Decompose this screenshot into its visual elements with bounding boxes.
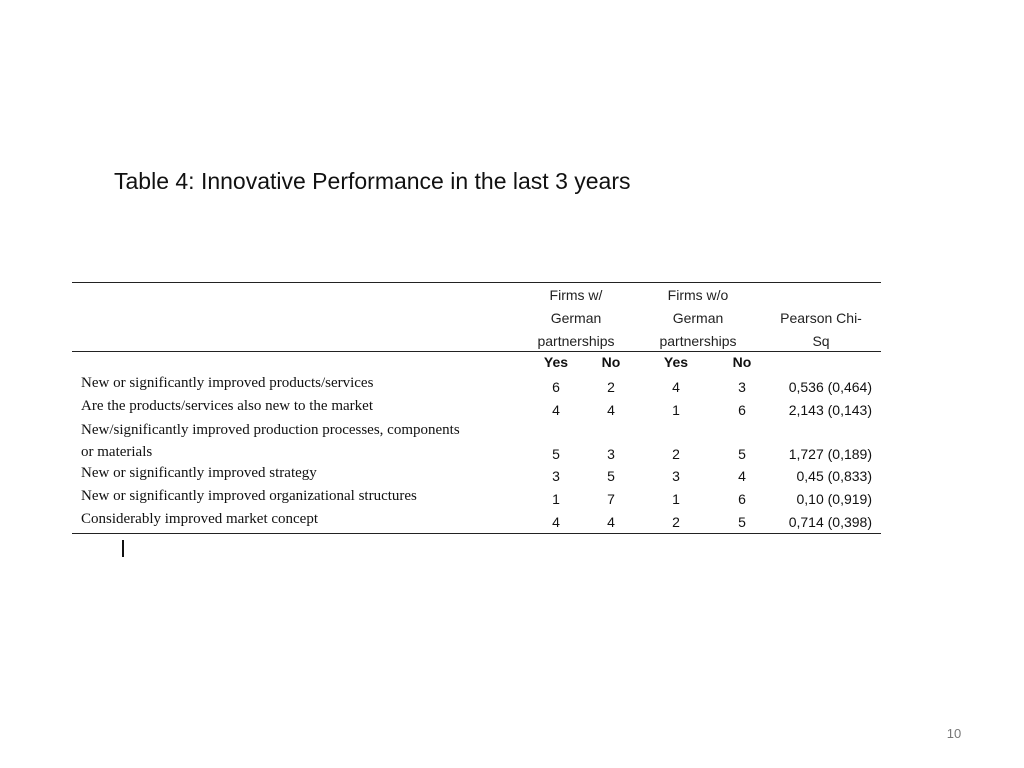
text-cursor bbox=[122, 540, 124, 557]
row-label: Are the products/services also new to the market bbox=[81, 398, 373, 414]
row-label: New/significantly improved production processes, components bbox=[81, 422, 460, 438]
slide-title: Table 4: Innovative Performance in the last 3 years bbox=[114, 168, 631, 194]
cell-without-yes: 4 bbox=[672, 379, 680, 395]
row-label: New or significantly improved strategy bbox=[81, 465, 317, 481]
cell-without-yes: 1 bbox=[672, 491, 680, 507]
header-pearson-chi-sq bbox=[766, 307, 876, 353]
cell-without-no: 3 bbox=[738, 379, 746, 395]
cell-without-yes: 2 bbox=[672, 514, 680, 530]
cell-without-yes: 1 bbox=[672, 402, 680, 418]
header-line: partnerships bbox=[537, 333, 615, 349]
cell-with-no: 5 bbox=[607, 468, 615, 484]
table-row bbox=[72, 486, 881, 509]
cell-without-no: 6 bbox=[738, 491, 746, 507]
cell-without-no: 5 bbox=[738, 514, 746, 530]
table-row bbox=[72, 395, 881, 418]
cell-pearson: 0,536 (0,464) bbox=[788, 379, 872, 395]
cell-without-no: 5 bbox=[738, 446, 746, 462]
cell-with-no: 2 bbox=[607, 379, 615, 395]
cell-pearson: 0,10 (0,919) bbox=[796, 491, 872, 507]
cell-with-yes: 4 bbox=[552, 402, 560, 418]
subheader-yes: Yes bbox=[663, 354, 689, 370]
cell-without-yes: 2 bbox=[672, 446, 680, 462]
table-row bbox=[72, 509, 881, 532]
table-top-rule bbox=[72, 282, 881, 283]
cell-with-yes: 6 bbox=[552, 379, 560, 395]
table-row bbox=[72, 372, 881, 395]
cell-with-yes: 1 bbox=[552, 491, 560, 507]
header-line: partnerships bbox=[659, 333, 737, 349]
header-firms-with-german bbox=[524, 284, 628, 353]
cell-with-yes: 4 bbox=[552, 514, 560, 530]
cell-with-yes: 3 bbox=[552, 468, 560, 484]
header-line: German bbox=[550, 310, 602, 326]
cell-with-no: 4 bbox=[607, 402, 615, 418]
table-bottom-rule bbox=[72, 533, 881, 534]
cell-pearson: 0,45 (0,833) bbox=[796, 468, 872, 484]
row-label: Considerably improved market concept bbox=[81, 511, 319, 527]
cell-with-no: 4 bbox=[607, 514, 615, 530]
cell-pearson: 1,727 (0,189) bbox=[788, 446, 872, 462]
header-firms-without-german bbox=[646, 284, 750, 353]
table-row bbox=[72, 419, 881, 465]
cell-with-no: 7 bbox=[607, 491, 615, 507]
header-line: Firms w/ bbox=[549, 287, 603, 303]
cell-without-yes: 3 bbox=[672, 468, 680, 484]
cell-pearson: 0,714 (0,398) bbox=[788, 514, 872, 530]
header-line: Pearson Chi- bbox=[780, 310, 862, 326]
header-line: Sq bbox=[812, 333, 830, 349]
row-label: New or significantly improved organizational structures bbox=[81, 488, 417, 504]
table-header-rule bbox=[72, 351, 881, 352]
table-row bbox=[72, 463, 881, 486]
subheader-no: No bbox=[601, 354, 621, 370]
cell-without-no: 4 bbox=[738, 468, 746, 484]
header-line: German bbox=[672, 310, 724, 326]
row-label-continued: or materials bbox=[81, 444, 153, 460]
cell-with-no: 3 bbox=[607, 446, 615, 462]
row-label: New or significantly improved products/services bbox=[81, 375, 374, 391]
subheader-yes: Yes bbox=[543, 354, 569, 370]
page-number: 10 bbox=[946, 726, 962, 741]
cell-without-no: 6 bbox=[738, 402, 746, 418]
cell-pearson: 2,143 (0,143) bbox=[788, 402, 872, 418]
cell-with-yes: 5 bbox=[552, 446, 560, 462]
header-line: Firms w/o bbox=[667, 287, 729, 303]
subheader-no: No bbox=[732, 354, 752, 370]
